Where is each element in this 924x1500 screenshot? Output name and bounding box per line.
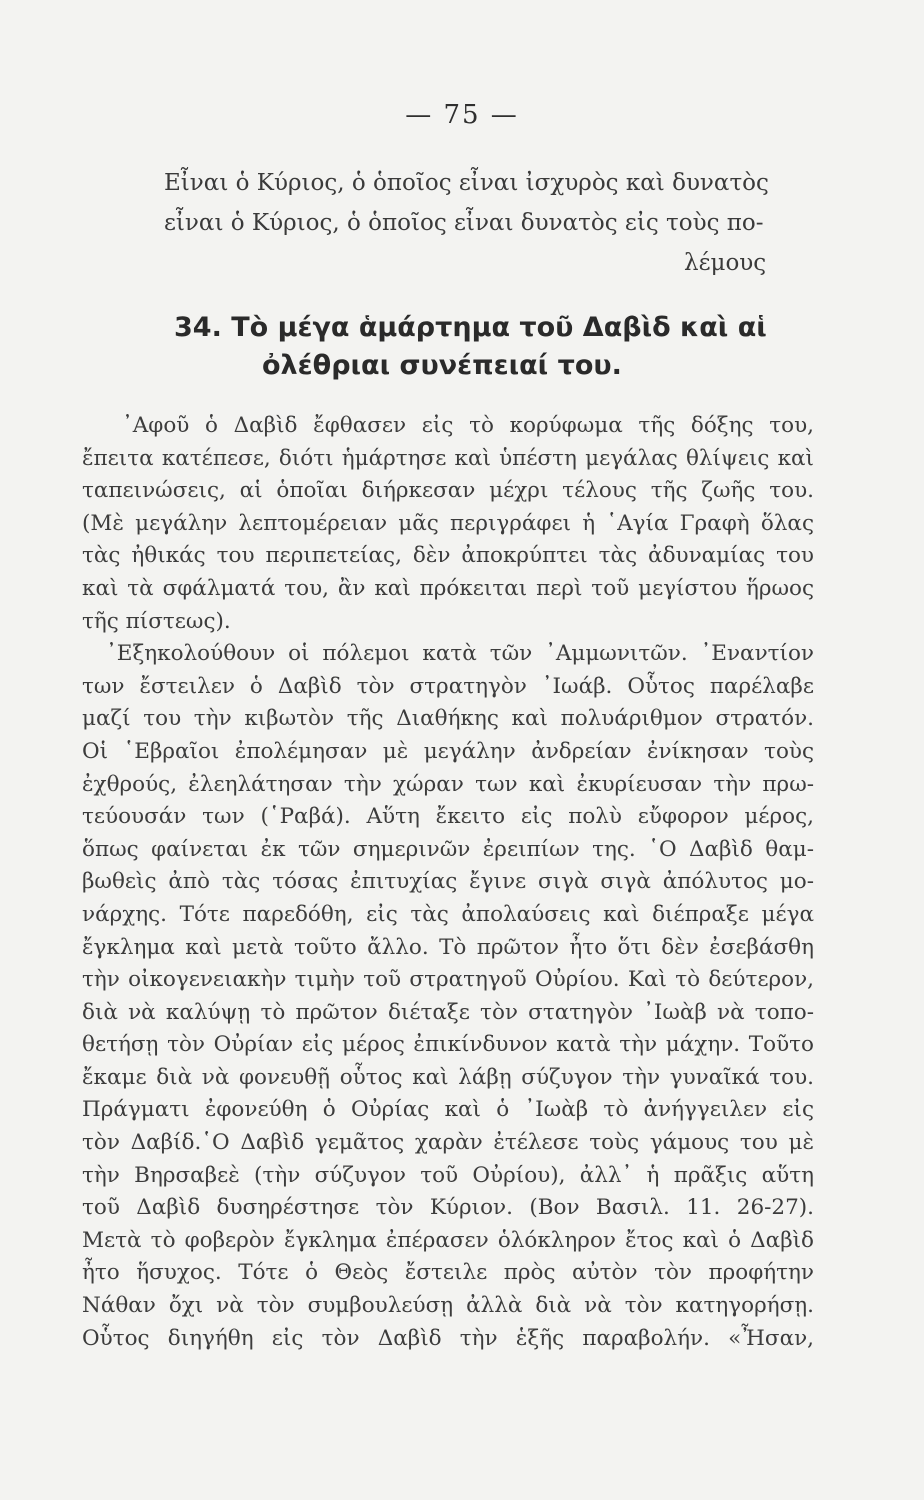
section-heading-line-2: ὀλέθριαι συνέπειαί του. bbox=[262, 350, 622, 381]
text-line: ᾿Αφοῦ ὁ Δαβὶδ ἔφθασεν εἰς τὸ κορύφωμα τῆς δόξης του, bbox=[122, 413, 814, 438]
text-line: τὴν οἰκογενειακὴν τιμὴν τοῦ στρατηγοῦ Οὐρίου. Καὶ τὸ δεύτερον, bbox=[82, 967, 814, 993]
text-line: των ἔστειλεν ὁ Δαβὶδ τὸν στρατηγὸν ᾿Ιωάβ. Οὗτος παρέλαβε bbox=[82, 673, 814, 699]
text-line: διὰ νὰ καλύψῃ τὸ πρῶτον διέταξε τὸν στατηγὸν ᾿Ιωὰβ νὰ τοπο- bbox=[82, 999, 814, 1025]
text-line: ἐχθρούς, ἐλεηλάτησαν τὴν χώραν των καὶ ἐκυρίευσαν τὴν πρω- bbox=[82, 771, 814, 797]
verse-line-2: εἶναι ὁ Κύριος, ὁ ὁποῖος εἶναι δυνατὸς εἰς τοὺς πο- bbox=[164, 210, 764, 236]
body-text bbox=[82, 410, 814, 1355]
text-line: ᾿Εξηκολούθουν οἱ πόλεμοι κατὰ τῶν ᾿Αμμωνιτῶν. ᾿Εναντίον bbox=[106, 641, 814, 667]
text-line: τῆς πίστεως). bbox=[82, 608, 231, 634]
text-line: τοῦ Δαβὶδ δυσηρέστησε τὸν Κύριον. (Βον Βασιλ. 11. 26-27). bbox=[82, 1195, 814, 1221]
text-line: μαζί του τὴν κιβωτὸν τῆς Διαθήκης καὶ πολυάριθμον στρατόν. bbox=[82, 706, 814, 732]
text-line: Πράγματι ἐφονεύθη ὁ Οὐρίας καὶ ὁ ᾿Ιωὰβ τὸ ἀνήγγειλεν εἰς bbox=[82, 1097, 814, 1123]
text-line: θετήσῃ τὸν Οὐρίαν εἰς μέρος ἐπικίνδυνον κατὰ τὴν μάχην. Τοῦτο bbox=[82, 1032, 814, 1058]
text-line: ὅπως φαίνεται ἐκ τῶν σημερινῶν ἐρειπίων της. ῾Ο Δαβὶδ θαμ- bbox=[82, 836, 814, 862]
text-line: ἔκαμε διὰ νὰ φονευθῇ οὗτος καὶ λάβῃ σύζυγον τὴν γυναῖκά του. bbox=[82, 1064, 814, 1090]
text-line: τὸν Δαβίδ.῾Ο Δαβὶδ γεμᾶτος χαρὰν ἐτέλεσε τοὺς γάμους του μὲ bbox=[82, 1130, 814, 1156]
section-heading-line-1: 34. Τὸ μέγα ἁμάρτημα τοῦ Δαβὶδ καὶ αἱ bbox=[174, 312, 767, 343]
text-line: ἔγκλημα καὶ μετὰ τοῦτο ἄλλο. Τὸ πρῶτον ἦτο ὅτι δὲν ἐσεβάσθη bbox=[82, 934, 814, 960]
page-number: — 75 — bbox=[405, 100, 519, 130]
text-line: ἔπειτα κατέπεσε, διότι ἡμάρτησε καὶ ὑπέστη μεγάλας θλίψεις καὶ bbox=[82, 445, 814, 471]
text-line: Νάθαν ὄχι νὰ τὸν συμβουλεύσῃ ἀλλὰ διὰ νὰ τὸν κατηγορήσῃ. bbox=[82, 1293, 814, 1319]
text-line: τεύουσάν των (῾Ραβά). Αὕτη ἔκειτο εἰς πολὺ εὔφορον μέρος, bbox=[82, 804, 814, 830]
text-line: (Μὲ μεγάλην λεπτομέρειαν μᾶς περιγράφει ἡ ῾Αγία Γραφὴ ὅλας bbox=[82, 510, 814, 536]
text-line: ταπεινώσεις, αἱ ὁποῖαι διήρκεσαν μέχρι τέλους τῆς ζωῆς του. bbox=[82, 478, 814, 504]
verse-line-3: λέμους bbox=[684, 250, 767, 276]
text-line: Οἱ ῾Εβραῖοι ἐπολέμησαν μὲ μεγάλην ἀνδρείαν ἐνίκησαν τοὺς bbox=[82, 738, 814, 764]
text-line: Οὗτος διηγήθη εἰς τὸν Δαβὶδ τὴν ἑξῆς παραβολήν. «Ἦσαν, bbox=[82, 1325, 814, 1351]
text-line: τὰς ἠθικάς του περιπετείας, δὲν ἀποκρύπτει τὰς ἀδυναμίας του bbox=[82, 543, 814, 569]
text-line: νάρχης. Τότε παρεδόθη, εἰς τὰς ἀπολαύσεις καὶ διέπραξε μέγα bbox=[82, 901, 814, 927]
verse-line-1: Εἶναι ὁ Κύριος, ὁ ὁποῖος εἶναι ἰσχυρὸς καὶ δυνατὸς bbox=[164, 170, 769, 196]
text-line: καὶ τὰ σφάλματά του, ἂν καὶ πρόκειται περὶ τοῦ μεγίστου ἥρωος bbox=[82, 575, 814, 601]
text-line: βωθεὶς ἀπὸ τὰς τόσας ἐπιτυχίας ἔγινε σιγὰ σιγὰ ἀπόλυτος μο- bbox=[82, 869, 814, 895]
text-line: ἦτο ἥσυχος. Τότε ὁ Θεὸς ἔστειλε πρὸς αὐτὸν τὸν προφήτην bbox=[82, 1260, 814, 1286]
text-line: Μετὰ τὸ φοβερὸν ἔγκλημα ἐπέρασεν ὁλόκληρον ἔτος καὶ ὁ Δαβὶδ bbox=[82, 1227, 814, 1253]
text-line: τὴν Βηρσαβεὲ (τὴν σύζυγον τοῦ Οὐρίου), ἀλλ᾿ ἡ πρᾶξις αὕτη bbox=[82, 1162, 814, 1188]
